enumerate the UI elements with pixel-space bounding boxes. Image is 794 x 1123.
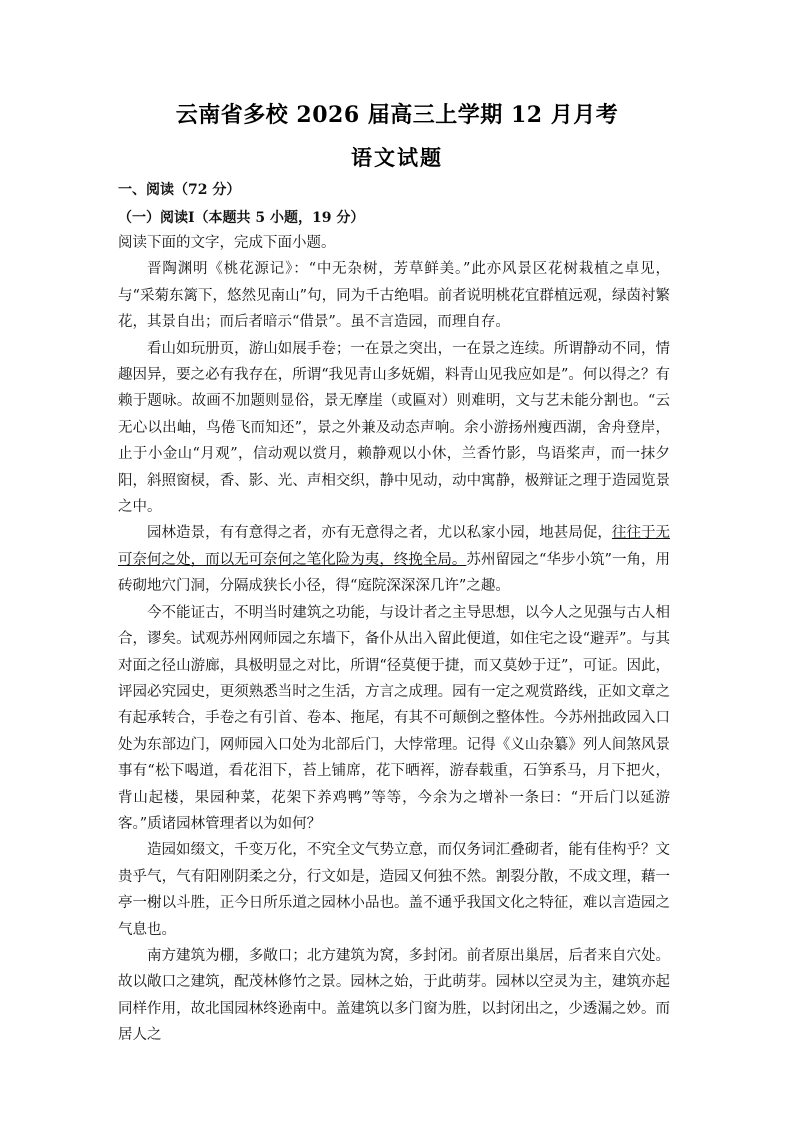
instruction-text: 阅读下面的文字，完成下面小题。 xyxy=(118,235,336,251)
reading-passage xyxy=(118,230,670,1049)
paragraph-3 xyxy=(118,520,670,599)
paragraph-3-before: 园林造景，有有意得之者，亦有无意得之者，尤以私家小园，地甚局促， xyxy=(147,525,612,542)
underlined-sentence: 往往于无可奈何之处，而以无可奈何之笔化险为夷，终挽全局。 xyxy=(118,525,671,568)
paragraph-3-after: 苏州留园之“华步小筑”一角，用砖砌地穴门洞，分隔成狭长小径，得“庭院深深深几许”之趣。 xyxy=(118,551,670,595)
subsection-heading: （一）阅读Ⅰ（本题共 5 小题，19 分） xyxy=(118,210,365,226)
paragraph-6: 南方建筑为棚，多敞口；北方建筑为窝，多封闭。前者原出巢居，后者来自穴处。故以敞口之建筑，配茂林修竹之景。园林之始，于此萌芽。园林以空灵为主，建筑亦起同样作用，故北国园林终逊南中。盖建筑以多门窗为胜，以封闭出之，少透漏之妙。而居人之 xyxy=(118,947,670,1044)
paragraph-5: 造园如缀文，千变万化，不究全文气势立意，而仅务词汇叠砌者，能有佳构乎？文贵乎气，气有阳刚阴柔之分，行文如是，造园又何独不然。割裂分散，不成文理，藉一亭一榭以斗胜，正今日所乐道之园林小品也。盖不通乎我国文化之特征，难以言造园之气息也。 xyxy=(118,842,670,938)
exam-subtitle: 语文试题 xyxy=(351,145,443,170)
section-heading: 一、阅读（72 分） xyxy=(118,182,241,198)
paragraph-4: 今不能证古，不明当时建筑之功能，与设计者之主导思想，以今人之见强与古人相合，谬矣。试观苏州网师园之东墙下，备仆从出入留此便道，如住宅之设“避弄”。与其对面之径山游廊，具极明显之对比，所谓“径莫便于捷，而又莫妙于迂”，可证。因此，评园必究园史，更须熟悉当时之生活，方言之成理。园有一定之观赏路线，正如文章之有起承转合，手卷之有引首、卷本、拖尾，有其不可颠倒之整体性。今苏州拙政园入口处为东部边门，网师园入口处为北部后门，大悖常理。记得《义山杂纂》列人间煞风景事有“松下喝道，看花泪下，苔上铺席，花下晒裈，游春载重，石笋系马，月下把火，背山起楼，果园种菜，花架下养鸡鸭”等等，今余为之增补一条曰：“开后门以延游客。”质诸园林管理者以为如何？ xyxy=(118,604,670,832)
exam-title: 云南省多校 2026 届高三上学期 12 月月考 xyxy=(175,102,619,128)
paragraph-1: 晋陶渊明《桃花源记》：“中无杂树，芳草鲜美。”此亦风景区花树栽植之卓见，与“采菊东篱下，悠然见南山”句，同为千古绝唱。前者说明桃花宜群植远观，绿茵衬繁花，其景自出；而后者暗示“借景”。虽不言造园，而理自存。 xyxy=(118,261,670,331)
paragraph-2: 看山如玩册页，游山如展手卷；一在景之突出，一在景之连续。所谓静动不同，情趣因异，要之必有我存在，所谓“我见青山多妩媚，料青山见我应如是”。何以得之？有赖于题咏。故画不加题则显俗，景无摩崖（或匾对）则难明，文与艺未能分割也。“云无心以出岫，鸟倦飞而知还”，景之外兼及动态声响。余小游扬州瘦西湖，舍舟登岸，止于小金山“月观”，信动观以赏月，赖静观以小休，兰香竹影，鸟语桨声，而一抹夕阳，斜照窗棂，香、影、光、声相交织，静中见动，动中寓静，极辩证之理于造园览景之中。 xyxy=(118,340,670,516)
